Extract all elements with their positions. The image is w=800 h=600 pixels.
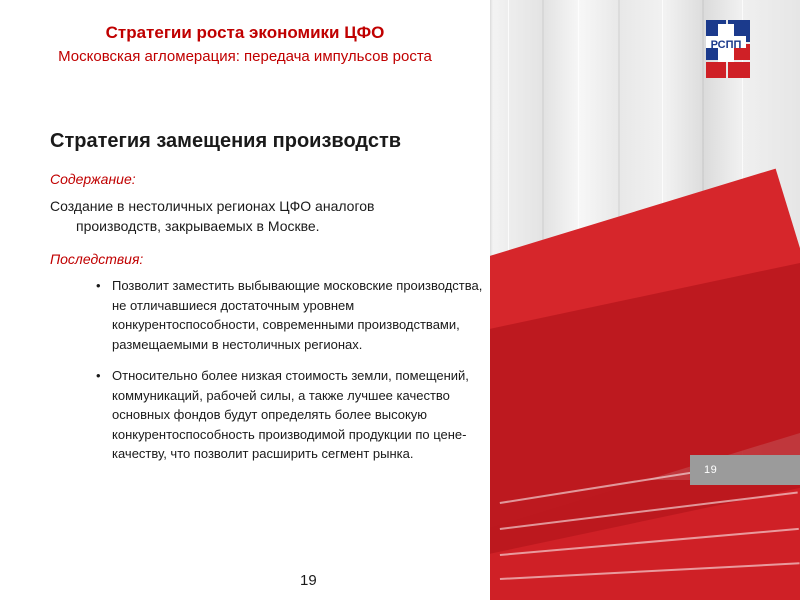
consequences-label: Последствия:: [50, 251, 144, 267]
page-title: Стратегии роста экономики ЦФО: [105, 23, 385, 42]
list-item: • Относительно более низкая стоимость земли, помещений, коммуникаций, рабочей силы, а также лучшее качество основных фондов будут определять более высокую конкурентоспособность производимой продукции по цене-качеству, что позволит расширить сегмент рынка.: [96, 366, 490, 464]
slide-content: [50, 128, 490, 476]
svg-text:РСПП: РСПП: [710, 39, 742, 51]
content-paragraph: [50, 196, 490, 236]
page-subtitle: Московская агломерация: передача импульсов роста: [58, 48, 432, 65]
content-label: Содержание:: [50, 171, 136, 187]
content-paragraph-line2: производств, закрываемых в Москве.: [76, 218, 320, 234]
slide-number: 19: [300, 572, 317, 589]
section-heading: Стратегия замещения производств: [50, 130, 402, 152]
list-item: • Позволит заместить выбывающие московские производства, не отличавшиеся достаточным уровнем конкурентоспособности, современными производствами, размещаемыми в нестоличных регионах.: [96, 276, 490, 354]
consequences-list: [50, 276, 490, 464]
content-paragraph-line1: Создание в нестоличных регионах ЦФО аналогов: [50, 198, 375, 214]
title-block: [0, 22, 490, 67]
panel-slide-number: 19: [690, 455, 800, 485]
decorative-right-panel: [490, 0, 800, 600]
rspp-logo: [688, 18, 764, 80]
